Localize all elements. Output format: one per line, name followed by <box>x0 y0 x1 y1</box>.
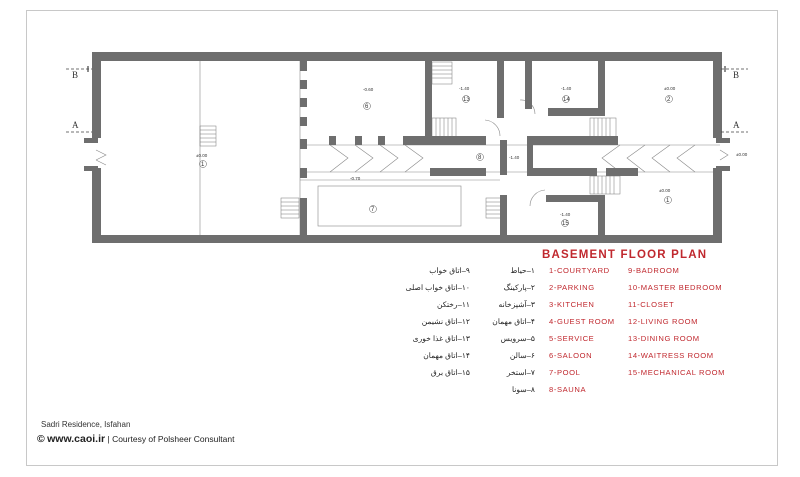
legend-fa-item: ۱–حیاط <box>510 266 535 275</box>
legend-en-item: 15-MECHANICAL ROOM <box>628 368 726 377</box>
legend-fa-item: ۱۵–اتاق برق <box>430 368 470 377</box>
legend-fa-item: ۲–پارکینگ <box>503 283 535 292</box>
legend-en-item: 14-WAITRESS ROOM <box>628 351 714 360</box>
legend-fa-item: ۶–سالن <box>509 351 535 360</box>
copyright-symbol: © <box>37 433 45 445</box>
legend-fa-item: ۵–سرویس <box>500 334 535 343</box>
section-markers <box>66 66 748 132</box>
legend-en-item: 6-SALOON <box>549 351 593 360</box>
level-label: -0.60 <box>363 87 374 92</box>
legend-fa-item: ۷–استخر <box>506 368 535 377</box>
legend-en-item: 12-LIVING ROOM <box>628 317 699 326</box>
level-labels <box>196 86 748 217</box>
room-number: 13 <box>463 97 470 103</box>
legend-fa-item: ۱۱–رختکن <box>436 300 470 309</box>
legend-en-item: 8-SAUNA <box>549 385 587 394</box>
legend-fa-item: ۱۰–اتاق خواب اصلی <box>405 283 470 292</box>
legend-en-item: 13-DINING ROOM <box>628 334 700 343</box>
section-b-right: B <box>733 70 740 80</box>
section-a-right: A <box>733 120 740 130</box>
level-label: ±0.00 <box>736 152 748 157</box>
legend-en-item: 1-COURTYARD <box>549 266 610 275</box>
legend-fa-item: ۳–آشپزخانه <box>498 300 535 309</box>
legend-en-item: 2-PARKING <box>549 283 595 292</box>
room-number: 1 <box>666 198 670 204</box>
level-label: -1.40 <box>459 86 470 91</box>
level-label: ±0.00 <box>659 188 671 193</box>
legend-en-item: 5-SERVICE <box>549 334 595 343</box>
level-label: ±0.00 <box>196 153 208 158</box>
legend-fa-item: ۴–اتاق مهمان <box>492 317 535 326</box>
legend-en-item: 3-KITCHEN <box>549 300 595 309</box>
legend-en-item: 10-MASTER BEDROOM <box>628 283 723 292</box>
room-number: 2 <box>667 97 671 103</box>
room-number: 1 <box>201 162 205 168</box>
section-a-left: A <box>72 120 79 130</box>
legend-en-item: 7-POOL <box>549 368 581 377</box>
walls <box>84 52 730 243</box>
credit-separator: | <box>107 434 110 444</box>
legend-en-item: 4-GUEST ROOM <box>549 317 615 326</box>
plan-inner-lines <box>96 60 728 235</box>
level-label: ±0.00 <box>664 86 676 91</box>
level-label: -1.40 <box>509 155 520 160</box>
room-number: 15 <box>562 221 569 227</box>
room-number: 6 <box>365 104 369 110</box>
legend-fa-item: ۸–سونا <box>511 385 535 394</box>
courtesy-text: Courtesy of Polsheer Consultant <box>112 434 235 444</box>
room-number: 7 <box>371 207 375 213</box>
room-number: 8 <box>478 155 482 161</box>
legend-fa-item: ۱۴–اتاق مهمان <box>423 351 470 360</box>
plan-title: BASEMENT FLOOR PLAN <box>542 249 708 261</box>
site-link[interactable]: www.caoi.ir <box>47 433 106 445</box>
project-name: Sadri Residence, Isfahan <box>41 420 131 429</box>
level-label: -0.70 <box>350 176 361 181</box>
legend-fa-item: ۹–اتاق خواب <box>429 266 470 275</box>
section-b-left: B <box>72 70 79 80</box>
legend-en-item: 11-CLOSET <box>628 300 675 309</box>
legend-fa-item: ۱۳–اتاق غذا خوری <box>412 334 470 343</box>
level-label: -1.40 <box>561 86 572 91</box>
legend-fa-item: ۱۲–اتاق نشیمن <box>421 317 470 326</box>
level-label: -1.40 <box>560 212 571 217</box>
room-number: 14 <box>563 97 570 103</box>
legend-en-item: 9-BADROOM <box>628 266 680 275</box>
credit-line <box>37 433 234 445</box>
